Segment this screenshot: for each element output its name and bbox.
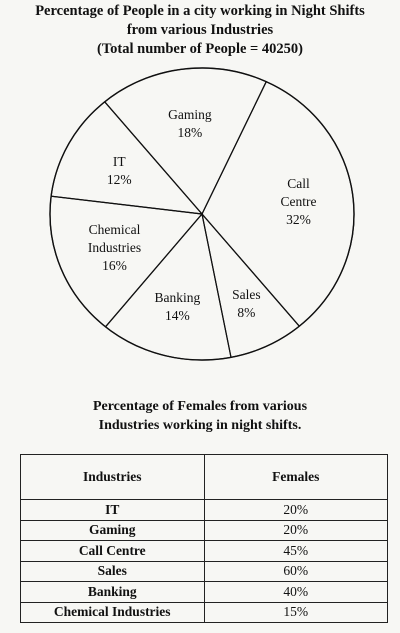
slice-value-text: 32% [286,211,311,227]
row-females: 60% [204,561,388,582]
slice-label-text: IT [112,153,126,169]
table-row [21,520,388,541]
table-title-line-2: Industries working in night shifts. [98,418,302,433]
table-header-row [21,455,388,500]
table-row [21,582,388,603]
slice-label-chemical-industries [88,221,141,275]
slice-label-gaming [168,106,212,142]
slice-label-it [107,153,132,189]
row-industry: IT [21,500,205,521]
slice-label-text: Gaming [168,107,212,123]
slice-label-text: Chemical [88,221,141,237]
slice-value-text: 14% [165,308,190,324]
pie-slice-call-centre [202,82,354,326]
chart-title-line-2: from various Industries [126,22,274,38]
table-title [0,397,400,435]
row-industry: Sales [21,561,205,582]
chart-title-line-1: Percentage of People in a city working in Night Shifts [35,3,365,19]
row-females: 15% [204,602,388,623]
slice-label-text: Call [287,175,310,191]
table-row [21,500,388,521]
slice-value-text: 8% [237,304,256,320]
slice-label-call-centre [280,175,316,229]
header-females: Females [204,455,388,500]
slice-label-text: Sales [232,286,261,302]
row-females: 40% [204,582,388,603]
table-row [21,561,388,582]
row-females: 20% [204,520,388,541]
row-industry: Call Centre [21,541,205,562]
slice-label-banking [155,289,201,325]
slice-value-text: 12% [106,171,132,187]
slice-label-text: Centre [280,193,317,209]
row-females: 20% [204,500,388,521]
females-table [20,454,388,623]
row-industry: Banking [21,582,205,603]
slice-label-sales [232,286,261,322]
slice-value-text: 16% [102,257,127,273]
table-row [21,602,388,623]
row-industry: Gaming [21,520,205,541]
header-industries: Industries [21,455,205,500]
slice-value-text: 18% [177,125,203,141]
slice-label-text: Banking [154,290,201,306]
row-females: 45% [204,541,388,562]
slice-label-text: Industries [87,239,142,255]
table-row [21,541,388,562]
table-title-line-1: Percentage of Females from various [92,399,308,414]
row-industry: Chemical Industries [21,602,205,623]
chart-title-line-3: (Total number of People = 40250) [96,41,304,57]
